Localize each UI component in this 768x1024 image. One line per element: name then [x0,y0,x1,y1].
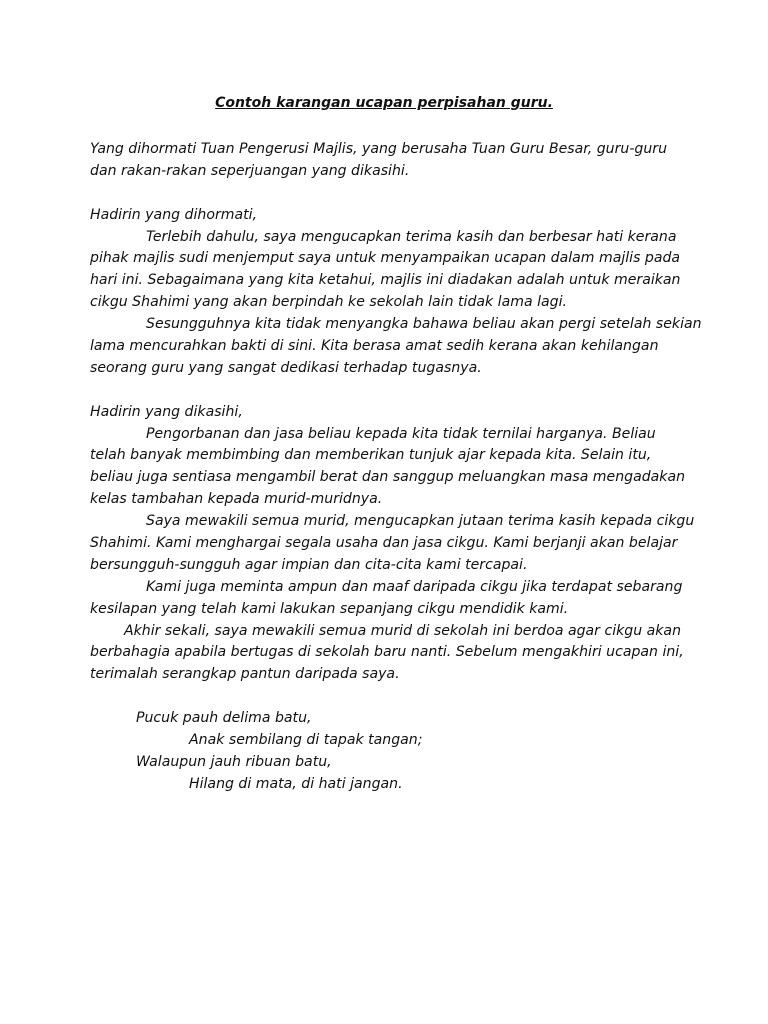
pantun-line: Walaupun jauh ribuan batu, [136,753,332,770]
text-line: Sesungguhnya kita tidak menyangka bahawa beliau akan pergi setelah sekian [146,316,702,333]
section-dihormati [90,205,702,380]
paragraph-terlebih-dahulu [90,227,690,315]
text-line: cikgu Shahimi yang akan berpindah ke sekolah lain tidak lama lagi. [90,294,567,311]
paragraph-saya-mewakili [90,511,695,577]
text-line: lama mencurahkan bakti di sini. Kita berasa amat sedih kerana akan kehilangan [90,338,659,355]
paragraph-kami-juga [90,577,690,621]
text-line: Saya mewakili semua murid, mengucapkan jutaan terima kasih kepada cikgu [146,513,695,530]
pantun-line: Anak sembilang di tapak tangan; [189,732,423,749]
text-line: kesilapan yang telah kami lakukan sepanjang cikgu mendidik kami. [90,600,569,617]
paragraph-akhir-sekali [90,621,690,687]
text-line: kelas tambahan kepada murid-muridnya. [90,491,383,508]
text-line: terimalah serangkap pantun daripada saya. [90,666,400,683]
text-line: dan rakan-rakan seperjuangan yang dikasihi. [90,162,410,179]
document-title: Contoh karangan ucapan perpisahan guru. [215,95,553,111]
pantun-line: Pucuk pauh delima batu, [136,710,312,727]
salutation-dihormati: Hadirin yang dihormati, [90,206,258,223]
greeting-paragraph [90,139,690,183]
section-dikasihi [90,402,695,687]
text-line: bersungguh-sungguh agar impian dan cita-cita kami tercapai. [90,556,528,573]
text-line: Yang dihormati Tuan Pengerusi Majlis, yang berusaha Tuan Guru Besar, guru-guru [90,141,668,157]
salutation-dikasihi: Hadirin yang dikasihi, [90,403,243,420]
paragraph-pengorbanan [90,424,690,512]
pantun-stanza [90,708,690,796]
text-line: telah banyak membimbing dan memberikan tunjuk ajar kepada kita. Selain itu, [90,447,652,464]
text-line: Akhir sekali, saya mewakili semua murid di sekolah ini berdoa agar cikgu akan [124,622,681,639]
text-line: berbahagia apabila bertugas di sekolah baru nanti. Sebelum mengakhiri ucapan ini, [90,644,684,661]
text-line: Pengorbanan dan jasa beliau kepada kita tidak ternilai harganya. Beliau [146,425,656,442]
text-line: hari ini. Sebagaimana yang kita ketahui, majlis ini diadakan adalah untuk meraikan [90,272,681,289]
paragraph-gap [90,183,690,205]
text-line: seorang guru yang sangat dedikasi terhadap tugasnya. [90,359,482,376]
text-line: pihak majlis sudi menjemput saya untuk menyampaikan ucapan dalam majlis pada [90,250,681,267]
paragraph-gap [90,380,690,402]
paragraph-sesungguhnya [90,314,702,380]
text-line: beliau juga sentiasa mengambil berat dan sanggup meluangkan masa mengadakan [90,469,686,486]
document-body [90,139,702,796]
text-line: Kami juga meminta ampun dan maaf daripada cikgu jika terdapat sebarang [146,578,683,595]
text-line: Terlebih dahulu, saya mengucapkan terima kasih dan berbesar hati kerana [146,228,677,245]
text-line: Shahimi. Kami menghargai segala usaha dan jasa cikgu. Kami berjanji akan belajar [90,535,678,552]
pantun-line: Hilang di mata, di hati jangan. [189,775,403,792]
paragraph-gap [90,686,690,708]
